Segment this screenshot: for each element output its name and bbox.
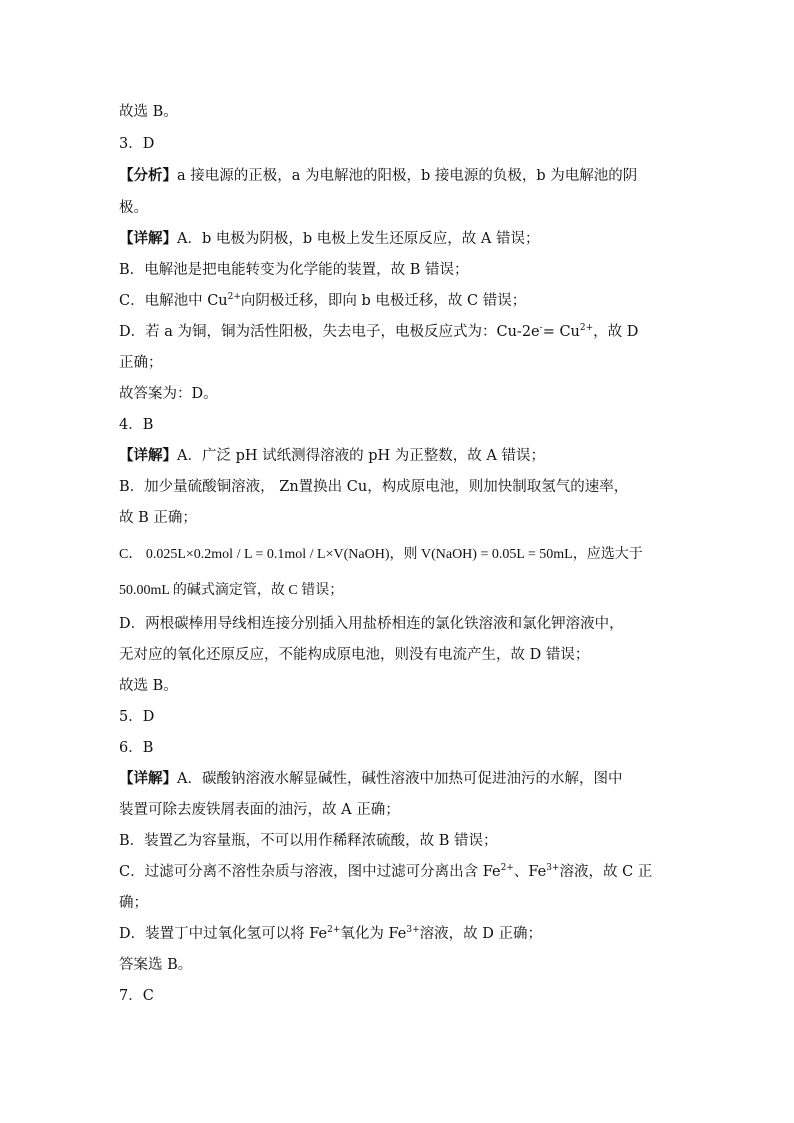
analysis-text: a 接电源的正极，a 为电解池的阳极，b 接电源的负极，b 为电解池的阴	[177, 168, 638, 184]
answer-number: 5．D	[119, 709, 155, 725]
detail-text: A．b 电极为阴极，b 电极上发生还原反应，故 A 错误；	[177, 231, 540, 247]
text-line	[119, 860, 689, 884]
answer-number: 7．C	[119, 988, 154, 1004]
text-line	[119, 289, 689, 313]
text-line: 确；	[119, 895, 148, 911]
text-segment: D．装置丁中过氧化氢可以将 Fe	[119, 926, 328, 942]
text-line	[119, 922, 689, 946]
text-segment: D．若 a 为铜，铜为活性阳极，失去电子，电极反应式为：Cu-2e	[119, 324, 540, 340]
text-line	[119, 320, 689, 344]
text-segment: 氧化为 Fe	[340, 926, 407, 942]
detail-text: A．碳酸钠溶液水解显碱性，碱性溶液中加热可促进油污的水解，图中	[177, 771, 623, 787]
text-line: B．装置乙为容量瓶，不可以用作稀释浓硫酸，故 B 错误；	[119, 833, 498, 849]
text-line: B．电解池是把电能转变为化学能的装置，故 B 错误；	[119, 262, 469, 278]
answer-number: 3．D	[119, 136, 155, 152]
text-segment: ，故 D	[593, 324, 639, 340]
superscript: 2+	[227, 292, 241, 302]
superscript: 2+	[327, 925, 341, 935]
detail-tag: 【详解】	[119, 770, 177, 787]
superscript: -	[539, 323, 543, 333]
superscript: 2+	[579, 323, 594, 333]
answer-number: 4．B	[119, 417, 154, 433]
detail-line	[119, 227, 689, 251]
text-segment: 溶液，故 C 正	[559, 864, 653, 880]
text-segment: 溶液，故 D 正确；	[419, 926, 542, 942]
text-line: 故答案为：D。	[119, 386, 218, 402]
text-segment: = Cu	[542, 324, 580, 340]
text-segment: 、Fe	[513, 864, 547, 880]
detail-line	[119, 767, 689, 791]
detail-text: A．广泛 pH 试纸测得溶液的 pH 为正整数，故 A 错误；	[177, 448, 545, 464]
detail-tag: 【详解】	[119, 447, 177, 464]
text-line: 正确；	[119, 355, 163, 371]
text-line: B．加少量硫酸铜溶液， Zn置换出 Cu，构成原电池，则加快制取氢气的速率，	[119, 479, 629, 495]
detail-line	[119, 444, 689, 468]
text-line: 故选 B。	[119, 678, 178, 694]
answer-number: 6．B	[119, 740, 154, 756]
detail-tag: 【详解】	[119, 230, 177, 247]
text-line: 50.00mL 的碱式滴定管，故 C 错误；	[119, 583, 344, 598]
superscript: 3+	[546, 863, 560, 873]
text-segment: C．电解池中 Cu	[119, 293, 228, 309]
superscript: 3+	[406, 925, 420, 935]
text-line: 装置可除去废铁屑表面的油污，故 A 正确；	[119, 802, 400, 818]
formula-line: C． 0.025L×0.2mol / L = 0.1mol / L×V(NaOH)，则 V(NaOH) = 0.05L = 50mL，应选大于	[119, 547, 643, 562]
text-line: D．两根碳棒用导线相连接分别插入用盐桥相连的氯化铁溶液和氯化钾溶液中，	[119, 616, 624, 632]
analysis-tag: 【分析】	[119, 167, 177, 184]
text-line: 无对应的氧化还原反应，不能构成原电池，则没有电流产生，故 D 错误；	[119, 647, 590, 663]
analysis-line	[119, 164, 689, 188]
superscript: 2+	[500, 863, 514, 873]
text-segment: 向阴极迁移，即向 b 电极迁移，故 C 错误；	[240, 293, 527, 309]
text-line: 极。	[119, 200, 148, 216]
text-line: 答案选 B。	[119, 957, 193, 973]
text-segment: C．过滤可分离不溶性杂质与溶液，图中过滤可分离出含 Fe	[119, 864, 501, 880]
text-line: 故 B 正确；	[119, 510, 197, 526]
text-line: 故选 B。	[119, 104, 178, 120]
